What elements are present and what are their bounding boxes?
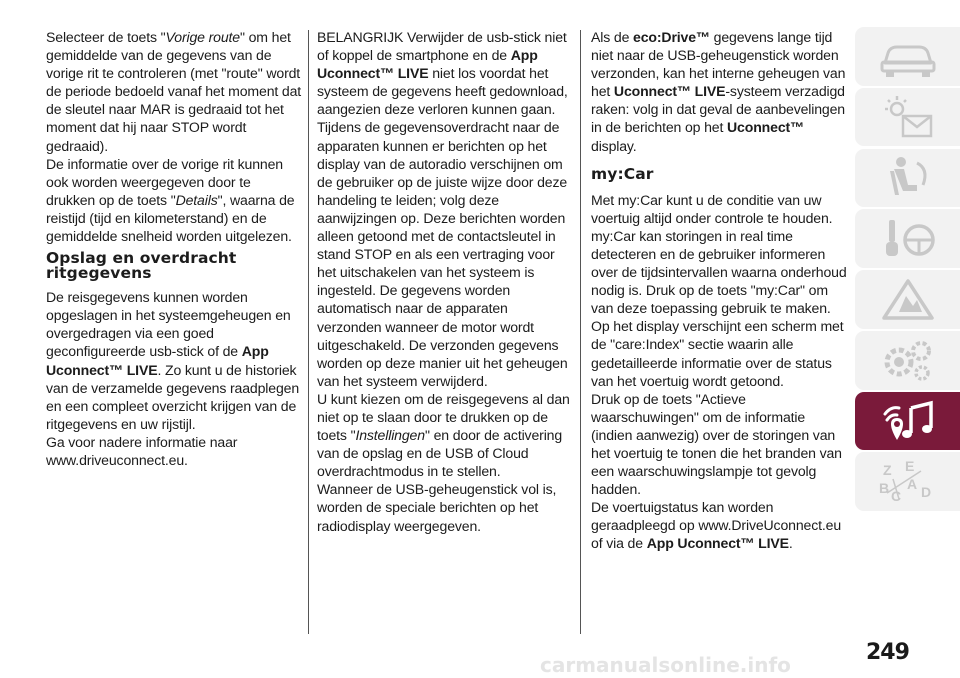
index-letter: D bbox=[920, 483, 931, 500]
section-heading: my:Car bbox=[591, 164, 654, 183]
paragraph: Met my:Car kunt u de conditie van uw voertuig altijd onder controle te houden. my:Car kan storingen in real time detecteren en de gebruiker informeren over de tijdsintervallen waarna onderhoud nodig is. Druk op de toets "my:Car" om van deze toepassing gebruik te maken. bbox=[591, 191, 847, 317]
alphabet-index-icon bbox=[877, 459, 939, 505]
paragraph: Druk op de toets "Actieve waarschuwingen" om de informatie (indien aanwezig) over de storingen van het voertuig te tonen die het branden van een waarschuwingslampje tot gevolg hadden. bbox=[591, 390, 842, 498]
text: . Zo kunt u de historiek van de verzamelde gegevens raadplegen en een compleet overzicht krijgen van de ritgegevens en uw rijstijl. bbox=[46, 361, 300, 432]
bold-term: App Uconnect™ LIVE bbox=[646, 535, 789, 552]
chapter-tabs bbox=[855, 27, 960, 513]
text: U kunt kiezen om de reisgegevens al dan niet op te slaan door te drukken op de toets " bbox=[317, 390, 570, 444]
chapter-tab-maintenance[interactable] bbox=[855, 331, 960, 390]
column-divider bbox=[308, 30, 309, 634]
page-number: 249 bbox=[866, 640, 909, 665]
text: gegevens lange tijd niet naar de USB-geheugenstick worden verzonden, kan het interne geheugen van het bbox=[591, 29, 846, 100]
chapter-tab-index[interactable] bbox=[855, 452, 960, 511]
paragraph bbox=[591, 28, 847, 155]
text: niet los voordat het systeem de gegevens heeft gedownload, aangezien deze verloren kunnen gaan. Tijdens de gegevensoverdracht naar de apparaten kunnen er berichten op het display van de autoradio verschijnen om de gebruiker op de juiste wijze door deze handeling te leiden; volg deze aanwijzingen op. Deze berichten worden alleen getoond met de contactsleutel in stand STOP en als een vertraging voor het uitschakelen van het systeem is ingesteld. De gegevens worden automatisch naar de apparaten verzonden wanneer de motor wordt uitgeschakeld. De verzonden gegevens worden op deze manier uit het geheugen van het systeem verwijderd. bbox=[317, 65, 568, 389]
text-column-3 bbox=[591, 28, 847, 553]
paragraph bbox=[46, 28, 302, 155]
chapter-tab-dashboard[interactable] bbox=[855, 88, 960, 147]
text-column-2 bbox=[317, 28, 573, 535]
gears-icon bbox=[877, 337, 939, 383]
bold-term: eco:Drive™ bbox=[633, 29, 710, 45]
seat-airbag-icon bbox=[877, 155, 939, 201]
paragraph bbox=[317, 390, 573, 480]
chapter-tab-starting[interactable] bbox=[855, 209, 960, 268]
text: De reisgegevens kunnen worden opgeslagen in het systeemgeheugen en overgedragen via een goed geconfigureerde usb-stick of de bbox=[46, 289, 291, 360]
index-letter: Z bbox=[882, 461, 892, 478]
paragraph bbox=[317, 28, 573, 390]
paragraph: Wanneer de USB-geheugenstick vol is, worden de speciale berichten op het radiodisplay weergegeven. bbox=[317, 481, 557, 534]
index-letter: A bbox=[906, 475, 917, 492]
button-reference: Instellingen bbox=[355, 427, 425, 444]
text: " en door de activering van de opslag en de USB of Cloud overdrachtmodus in te stellen. bbox=[317, 427, 563, 480]
text: De informatie over de vorige rit kunnen ook worden weergegeven door te drukken op de toets " bbox=[46, 155, 283, 208]
chapter-tab-multimedia[interactable] bbox=[855, 392, 960, 451]
multimedia-icon bbox=[877, 398, 939, 444]
chapter-tab-car[interactable] bbox=[855, 27, 960, 86]
index-letter: E bbox=[904, 458, 914, 474]
text: display. bbox=[591, 137, 637, 154]
text-column-1 bbox=[46, 28, 302, 469]
key-steering-wheel-icon bbox=[877, 216, 939, 262]
text: Als de bbox=[591, 29, 634, 45]
paragraph bbox=[46, 155, 302, 245]
bold-term: App Uconnect™ LIVE bbox=[317, 47, 538, 82]
bold-term: App Uconnect™ LIVE bbox=[46, 343, 269, 378]
chapter-tab-safety[interactable] bbox=[855, 149, 960, 208]
index-letter: C bbox=[890, 487, 901, 504]
text: " om het gemiddelde van de gegevens van de vorige rit te controleren (met "route" wordt de periode bedoeld vanaf het moment dat de sleutel naar MAR is gedraaid tot het moment dat hij naar STOP wordt gedraaid). bbox=[46, 29, 302, 154]
text: BELANGRIJK Verwijder de usb-stick niet of koppel de smartphone en de bbox=[317, 29, 567, 64]
warning-lights-mail-icon bbox=[877, 94, 939, 140]
paragraph: Op het display verschijnt een scherm met de "care:Index" sectie waarin alle gedetailleerde informatie over de status van het voertuig wordt getoond. bbox=[591, 318, 844, 389]
chapter-tab-emergency[interactable] bbox=[855, 270, 960, 329]
paragraph bbox=[46, 288, 302, 433]
bold-term: Uconnect™ LIVE bbox=[613, 83, 726, 100]
text: . bbox=[788, 535, 793, 552]
index-letter: B bbox=[878, 479, 889, 496]
text: ", waarna de reistijd (tijd en kilometerstand) en de gemiddelde snelheid worden uitgelezen. bbox=[46, 191, 295, 245]
watermark: carmanualsonline.info bbox=[540, 653, 791, 677]
bold-term: Uconnect™ bbox=[727, 119, 804, 136]
text: -systeem verzadigd raken: volg in dat geval de aanbevelingen in de berichten op het bbox=[591, 83, 845, 136]
button-reference: Vorige route bbox=[165, 29, 240, 45]
column-divider bbox=[580, 30, 581, 634]
car-icon bbox=[877, 33, 939, 79]
button-reference: Details bbox=[175, 191, 218, 208]
paragraph: Ga voor nadere informatie naar www.driveuconnect.eu. bbox=[46, 433, 238, 468]
text: De voertuigstatus kan worden geraadpleegd op www.DriveUconnect.eu of via de bbox=[591, 499, 842, 552]
paragraph bbox=[591, 498, 847, 552]
text: Selecteer de toets " bbox=[46, 29, 166, 45]
section-heading: Opslag en overdracht ritgegevens bbox=[46, 249, 237, 283]
warning-triangle-icon bbox=[877, 276, 939, 322]
